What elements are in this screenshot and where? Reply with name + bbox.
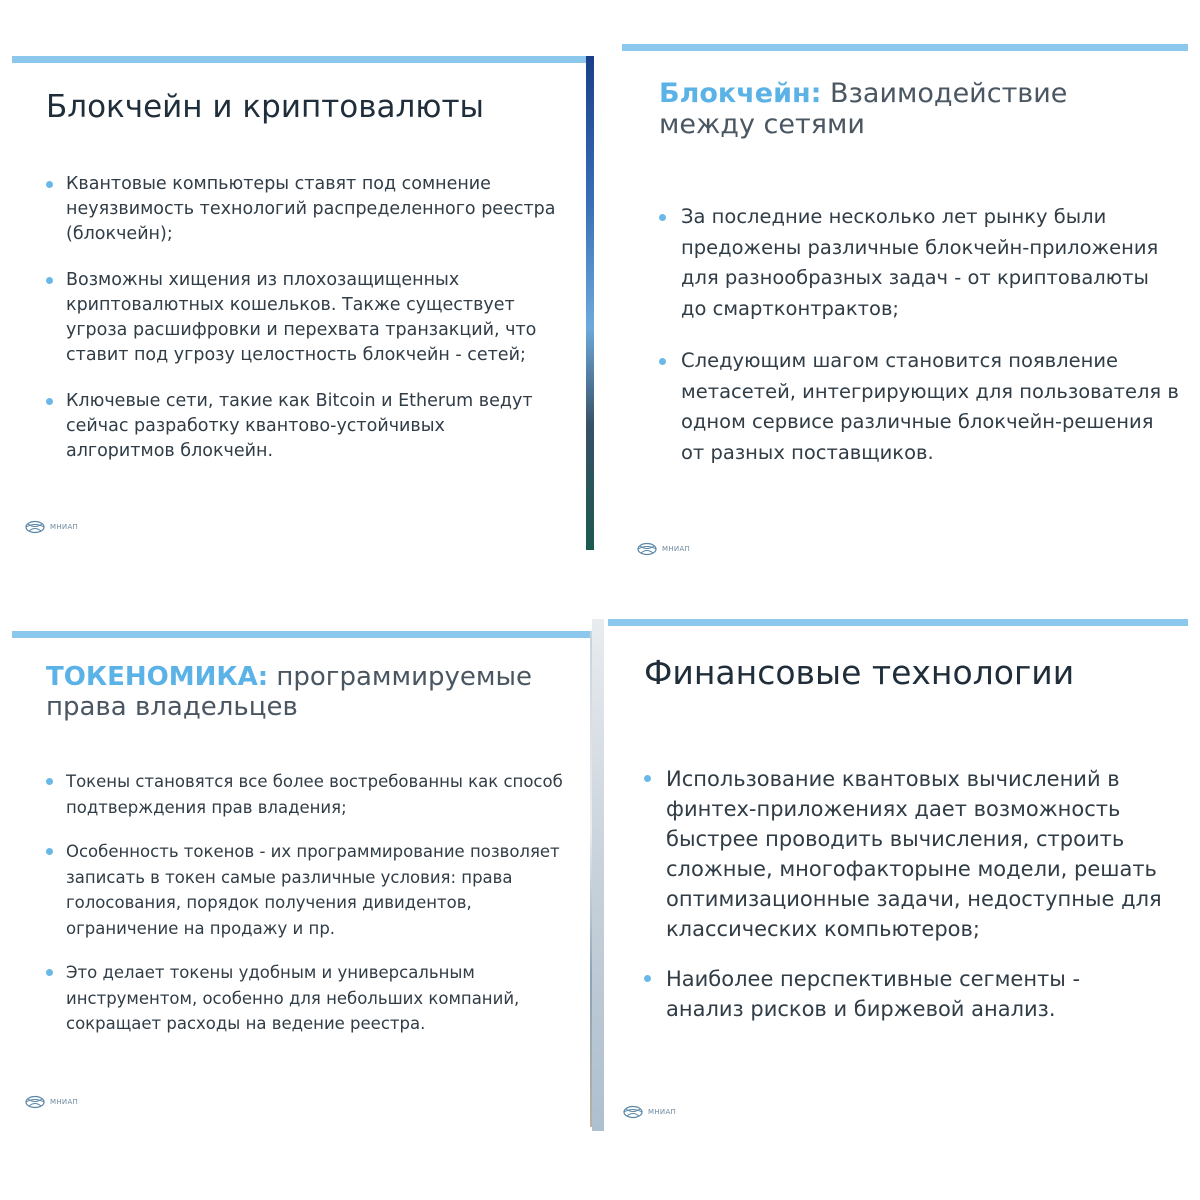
slide-top-bar — [12, 56, 588, 63]
globe-logo-icon — [622, 1105, 644, 1119]
slide-tokenomics — [12, 631, 594, 1127]
mniap-logo — [622, 1105, 676, 1119]
mniap-logo — [636, 542, 690, 556]
bullet-item: Это делает токены удобным и универсальным инструментом, особенно для небольших компаний, сокращает расходы на ведение реестра. — [46, 960, 566, 1037]
logo-text: МНИАП — [50, 523, 79, 531]
bullet-item: За последние несколько лет рынку были предожены различные блокчейн-приложения для разнообразных задач - от криптовалюты до смартконтрактов; — [659, 202, 1179, 324]
slide-side-strip — [586, 56, 594, 550]
globe-logo-icon — [24, 1095, 46, 1109]
title-accent: ТОКЕНОМИКА: — [46, 662, 269, 692]
bullet-item: Использование квантовых вычислений в финтех-приложениях дает возможность быстрее проводить вычисления, строить сложные, многофакторыне модели, решать оптимизационные задачи, недоступные для классических компьютеров; — [644, 764, 1164, 944]
logo-text: МНИАП — [662, 545, 691, 553]
slide-top-bar — [622, 44, 1188, 51]
slide-title: Финансовые технологии — [644, 653, 1075, 692]
slide-title — [659, 78, 1159, 140]
slide-side-strip — [592, 619, 604, 1131]
logo-text: МНИАП — [50, 1098, 79, 1106]
slide-top-bar — [608, 619, 1188, 626]
bullet-list — [46, 769, 566, 1056]
bullet-item: Следующим шагом становится появление метасетей, интегрирующих для пользователя в одном сервисе различные блокчейн-решения от разных поставщиков. — [659, 346, 1179, 468]
bullet-list — [644, 764, 1164, 1044]
slide-title: Блокчейн и криптовалюты — [46, 89, 484, 125]
mniap-logo — [24, 520, 78, 534]
globe-logo-icon — [636, 542, 658, 556]
slide-blockchain-crypto — [12, 56, 594, 550]
bullet-item: Наиболее перспективные сегменты - анализ рисков и биржевой анализ. — [644, 964, 1164, 1024]
globe-logo-icon — [24, 520, 46, 534]
bullet-item: Особенность токенов - их программирование позволяет записать в токен самые различные условия: права голосования, порядок получения дивидентов, ограничение на продажу и пр. — [46, 839, 566, 941]
logo-text: МНИАП — [648, 1108, 677, 1116]
bullet-list — [46, 172, 556, 485]
bullet-item: Токены становятся все более востребованны как способ подтверждения прав владения; — [46, 769, 566, 820]
bullet-item: Возможны хищения из плохозащищенных криптовалютных кошельков. Также существует угроза расшифровки и перехвата транзакций, что ставит под угрозу целостность блокчейн - сетей; — [46, 268, 556, 368]
slide-title — [46, 662, 566, 722]
bullet-list — [659, 202, 1179, 490]
slide-fintech — [608, 619, 1188, 1131]
mniap-logo — [24, 1095, 78, 1109]
bullet-item: Квантовые компьютеры ставят под сомнение неуязвимость технологий распределенного реестра (блокчейн); — [46, 172, 556, 247]
bullet-item: Ключевые сети, такие как Bitcoin и Etherum ведут сейчас разработку квантово-устойчивых алгоритмов блокчейн. — [46, 389, 556, 464]
title-rest: программируемые права владельцев — [46, 662, 533, 722]
title-accent: Блокчейн: — [659, 78, 822, 109]
slide-blockchain-interaction — [622, 44, 1188, 574]
slide-top-bar — [12, 631, 590, 638]
title-rest: Взаимодействие между сетями — [659, 78, 1068, 140]
